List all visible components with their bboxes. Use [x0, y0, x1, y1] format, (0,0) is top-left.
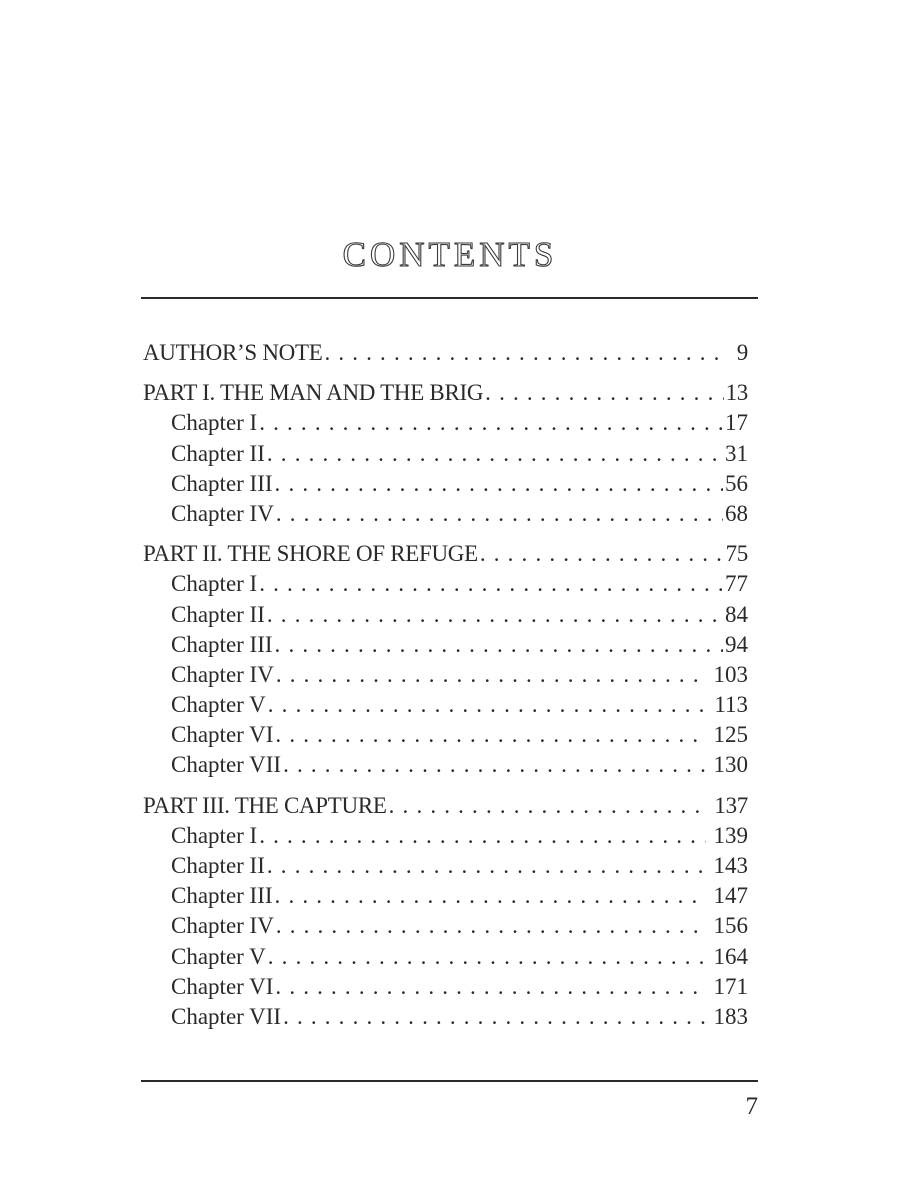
dot-leader [267, 851, 706, 881]
dot-leader [389, 791, 706, 821]
toc-entry-label: Chapter VI [171, 722, 274, 748]
toc-entry-label: Chapter V [171, 692, 266, 718]
toc-chapter-entry [143, 439, 748, 469]
toc-entry-page: 164 [713, 943, 748, 969]
top-divider [141, 297, 758, 299]
toc-entry-label: Chapter III [171, 631, 273, 657]
bottom-divider [141, 1080, 758, 1082]
toc-entry-page: 31 [725, 440, 748, 466]
toc-entry-page: 137 [714, 792, 748, 818]
dot-leader [275, 630, 723, 660]
toc-chapter-entry [143, 469, 748, 499]
dot-leader [276, 499, 723, 529]
dot-leader [259, 408, 723, 438]
toc-chapter-entry [143, 881, 748, 911]
toc-part-entry [143, 338, 748, 368]
toc-entry-label: Chapter I [171, 410, 258, 436]
dot-leader [276, 911, 706, 941]
toc-entry-label: PART II. THE SHORE OF REFUGE [143, 541, 478, 567]
dot-leader [275, 720, 706, 750]
toc-entry-label: Chapter II [171, 601, 265, 627]
toc-entry-page: 183 [713, 1003, 748, 1029]
toc-chapter-entry [143, 972, 748, 1002]
toc-entry-page: 143 [713, 853, 748, 878]
toc-chapter-entry [143, 851, 748, 881]
toc-entry-label: Chapter III [171, 883, 273, 909]
toc-entry-label: PART III. THE CAPTURE [143, 792, 387, 818]
dot-leader [485, 378, 723, 408]
toc-entry-page: 103 [713, 661, 748, 687]
toc-entry-label: Chapter VII [171, 752, 282, 778]
toc-entry-label: Chapter VI [171, 973, 274, 999]
toc-chapter-entry [143, 942, 748, 972]
dot-leader [268, 942, 706, 972]
toc-part-entry [143, 539, 748, 569]
dot-leader [276, 660, 706, 690]
toc-entry-page: 77 [725, 571, 748, 597]
toc-entry-label: Chapter I [171, 822, 258, 848]
dot-leader [268, 690, 706, 720]
toc-entry-label: Chapter IV [171, 500, 274, 526]
toc-entry-page: 139 [713, 822, 748, 848]
toc-entry-page: 13 [725, 380, 748, 406]
toc-chapter-entry [143, 499, 748, 529]
toc-chapter-entry [143, 1002, 748, 1032]
toc-entry-page: 17 [725, 410, 748, 436]
dot-leader [324, 338, 724, 368]
toc-entry-label: Chapter III [171, 470, 273, 496]
dot-leader [275, 881, 706, 911]
toc-entry-label: PART I. THE MAN AND THE BRIG [143, 380, 484, 406]
dot-leader [259, 569, 723, 599]
dot-leader [267, 600, 723, 630]
toc-entry-label: AUTHOR’S NOTE [143, 340, 323, 365]
toc-entry-label: Chapter V [171, 943, 266, 969]
toc-chapter-entry [143, 569, 748, 599]
toc-chapter-entry [143, 660, 748, 690]
toc-entry-page: 147 [713, 883, 748, 909]
toc-entry-page: 130 [713, 752, 748, 778]
dot-leader [267, 439, 723, 469]
table-of-contents [143, 338, 748, 1032]
toc-entry-label: Chapter I [171, 571, 258, 597]
toc-chapter-entry [143, 690, 748, 720]
toc-chapter-entry [143, 600, 748, 630]
page-number: 7 [745, 1093, 758, 1120]
toc-entry-label: Chapter II [171, 853, 265, 878]
dot-leader [283, 1002, 706, 1032]
page-title: CONTENTS [342, 235, 558, 274]
dot-leader [275, 469, 723, 499]
toc-chapter-entry [143, 720, 748, 750]
toc-entry-page: 171 [713, 973, 748, 999]
toc-chapter-entry [143, 750, 748, 780]
toc-entry-label: Chapter II [171, 440, 265, 466]
dot-leader [283, 750, 706, 780]
toc-chapter-entry [143, 911, 748, 941]
toc-entry-page: 113 [714, 692, 748, 718]
toc-chapter-entry [143, 408, 748, 438]
toc-entry-page: 84 [725, 601, 748, 627]
toc-part-entry [143, 378, 748, 408]
toc-chapter-entry [143, 821, 748, 851]
toc-entry-page: 94 [725, 631, 748, 657]
toc-entry-label: Chapter IV [171, 913, 274, 939]
toc-part-entry [143, 791, 748, 821]
toc-entry-page: 75 [725, 541, 748, 567]
dot-leader [275, 972, 706, 1002]
toc-entry-page: 56 [725, 470, 748, 496]
toc-entry-page: 68 [725, 500, 748, 526]
toc-chapter-entry [143, 630, 748, 660]
dot-leader [259, 821, 706, 851]
toc-entry-page: 156 [713, 913, 748, 939]
dot-leader [480, 539, 724, 569]
toc-entry-page: 9 [736, 340, 748, 365]
toc-entry-page: 125 [713, 722, 748, 748]
toc-entry-label: Chapter VII [171, 1003, 282, 1029]
toc-entry-label: Chapter IV [171, 661, 274, 687]
